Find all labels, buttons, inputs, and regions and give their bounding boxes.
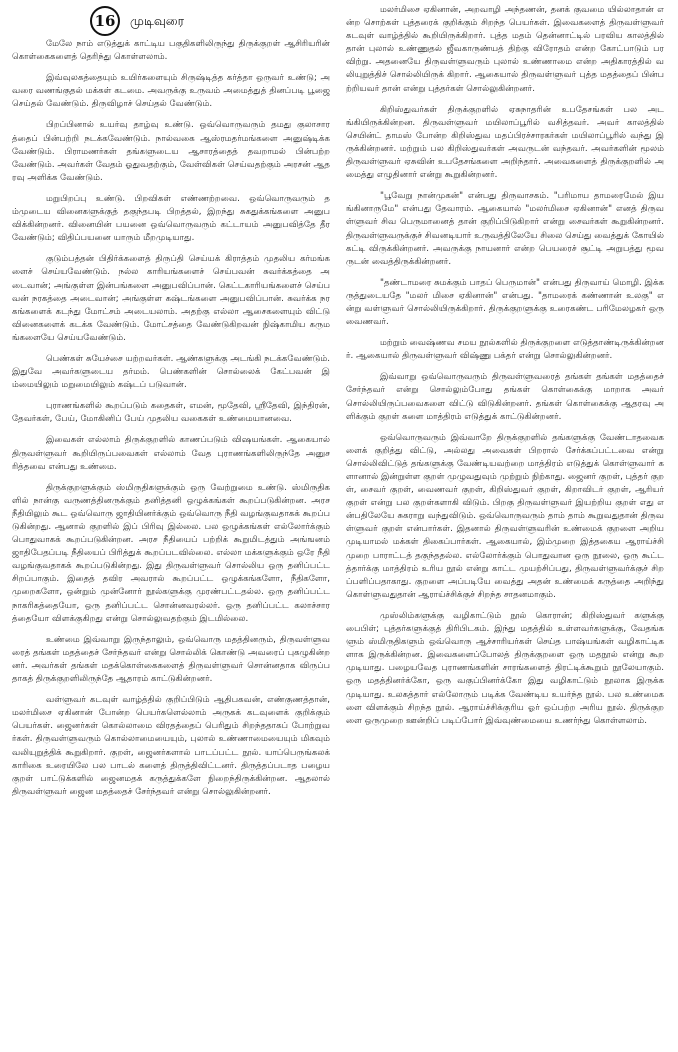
paragraph: கிறிஸ்துவர்கள் திருக்குறளில் ஏசுநாதரின் உபதேசங்கள் பல அடங்கியிருக்கின்றன. திருவள்ளுவர் மயிலாப்பூரில் வசித்தவர். அவர் காலத்தில் செயின்ட் தாமஸ் போன்ற கிறிஸ்துவ மதப்பிரச்சாரகர்கள் மயிலாப்பூரில் வந்து இருக்கின்றனர். மற்றும் பல கிறிஸ்துவர்கள் அவருடன் வந்தவர். அவர்களின் மூலம் திருவள்ளுவர் ஏசுவின் உபதேசங்களை அறிந்தார். அவைகளைத் திருக்குறளில் அமைத்து எழுதினார் என்று கூறுகின்றனர். [346, 104, 664, 181]
paragraph: பெண்கள் சுயேச்சை யற்றவர்கள். ஆண்களுக்கு அடங்கி நடக்கவேண்டும். இதுவே அவர்களுடைய தர்மம். பெண்களின் சொல்லைக் கேட்பவன் இம்மையிலும் மறுமையிலும் கஷ்டப் படுவான். [12, 353, 330, 391]
paragraph: இவைகள் எல்லாம் திருக்குறளில் காணப்படும் விஷயங்கள். ஆகையால் திருவள்ளுவர் கூறியிருப்பவைகள் எல்லாம் வேத புராணங்களிலிருந்தே அனுசரித்தவை என்பது உண்மை. [12, 435, 330, 472]
paragraph: முஸ்லிம்களுக்கு வழிகாட்டும் நூல் கொரான்; கிறிஸ்துவர் களுக்கு பைபிள்; புத்தர்களுக்குத் திரிபிடகம். இந்து மதத்தில் உள்ளவர்களுக்கு, வேதங்களும் ஸ்மிருதிகளும் ஒவ்வொரு ஆச்சாரியர்கள் செய்த பாஷ்யங்கள் வழிகாட்டிகளாக இருக்கின்றன. இவைகளைப்போலத் திருக்குறளை ஒரு மதநூல் என்று கூறமுடியாது. பழையவேத புராணங்களின் சாரங்களைத் திரட்டிக்கூறும் நூலேயாகும். ஒரு மதத்தினர்க்கோ, ஒரு வகுப்பினர்க்கோ இது வழிகாட்டும் நூலாக இருக்க முடியாது. உலகத்தார் எல்லோரும் படிக்க வேண்டிய உயர்ந்த நூல். பல உண்மைகளை விளக்கும் சிறந்த நூல். ஆராய்ச்சிக்குரிய ஓர் ஒப்பற்ற அரிய நூல். திருக்குறளை ஒருமுறை ஊன்றிப் படிப்போர் இவ்வுண்மையை உணர்ந்து கொள்ளலாம். [346, 610, 664, 726]
page-number-badge: 16 [90, 6, 120, 36]
paragraph: மறுபிறப்பு உண்டு. பிறவிகள் எண்ணற்றவை. ஒவ்வொருவரும் தம்முடைய வினைகளுக்குத் தகுந்தபடி பிறத்தல், இறந்து சுகதுக்கங்களை அனுபவிக்கின்றனர். வினையின் பயனை ஒவ்வொருவரும் கட்டாயம் அனுபவித்தே தீரவேண்டும்; விதிப்பயனை யாரும் மீறமுடியாது. [12, 193, 330, 244]
chapter-title: முடிவுரை [130, 12, 185, 28]
chapter-header [90, 6, 184, 36]
paragraph: பிறப்பினால் உயர்வு தாழ்வு உண்டு. ஒவ்வொருவரும் தமது குலாசாரத்தைப் பின்பற்றி நடக்கவேண்டும். நால்வகை ஆஸ்ரமதர்மங்களை அனுஷ்டிக்க வேண்டும். பிராமணர்கள் தங்களுடைய ஆசாரத்தைத் தவறாமல் பின்பற்ற வேண்டும். அவர்கள் வேதம் ஓதுவதற்கும், வேள்விகள் செய்வதற்கும் அரசன் ஆதரவு அளிக்க வேண்டும். [12, 120, 330, 183]
left-column [12, 38, 330, 807]
paragraph: உண்மை இவ்வாறு இருந்தாலும், ஒவ்வொரு மதத்தினரும், திருவள்ளுவரைத் தங்கள் மதத்தைச் சேர்ந்தவர் என்று சொல்லிக் கொண்டு அவரைப் புகழுகின்றனர். அவர்கள் தங்கள் மதக்கொள்கைகளைத் திருவள்ளுவர் சொன்னதாக விருப்பதாகத் திருக்குறளிலிருந்தே ஆதாரம் காட்டுகின்றனர். [12, 634, 330, 685]
right-column [346, 4, 664, 736]
paragraph: புராணங்களில் கூறப்படும் கதைகள், எமன், மூதேவி, ஸ்ரீதேவி, இந்திரன், தேவர்கள், பேய், மோகினிப் பேய் முதலிய வகைகள் உண்மையானவை. [12, 401, 330, 425]
paragraph: "தண்டாமரை சுமக்கும் பாதப் பெருமான்" என்பது திருவாய் மொழி. இக்கருத்துடையதே "மலர் மிசை ஏகினான்" என்பது. "தாமரைக் கண்ணான் உலகு" என்று வள்ளுவர் சொல்லியிருக்கிறார். திருக்குறளுக்கு உரைகண்ட பரிமேலழகர் ஒரு வைணவர். [346, 277, 664, 328]
paragraph: திருக்குறளுக்கும் ஸ்மிருதிகளுக்கும் ஒரு வேற்றுமை உண்டு. ஸ்மிருதிகளில் நான்கு வருணத்தினருக்கும் தனித்தனி ஒழுக்கங்கள் கூறப்படுகின்றன. அரச நீதியிலும் கூட ஒவ்வொரு ஜாதியினர்க்கும் ஒவ்வொரு நீதி வழங்குவதாகக் கூறப்படுகின்றது. ஆனால் குறளில் இப் பிரிவு இல்லை. பல ஒழுக்கங்கள் எல்லோர்க்கும் பொதுவாகக் கூறப்படுகின்றன. அரச நீதியைப் பற்றிக் கூறுமிடத்தும் அங்ஙனம் ஜாதிபேதப்படி நீதியைப் பிரித்துக் கூறப்படவில்லை. எல்லா மக்களுக்கும் ஒரே நீதி வழங்குவதாகக் கூறப்படுகின்றது. இது திருவள்ளுவர் சொல்லிய ஒரு தனிப்பட்ட சிறப்பாகும். இதைத் தவிர அவரால் கூறப்பட்ட ஒழுக்கங்களோ, நீதிகளோ, முறைகளோ, ஒன்றும் முன்னோர் நூல்களுக்கு முரண்பட்டதல்ல. ஒரு தனிப்பட்ட நாகரிகத்தையோ, ஒரு தனிப்பட்ட சொன்னவரல்லர். ஒரு தனிப்பட்ட கலாச்சாரத்தையோ விளக்குகிறது என்று சொல்லுவதற்கும் இடமில்லை. [12, 482, 330, 624]
paragraph: மற்றும் வைஷ்ணவ சமய நூல்களில் திருக்குறளை எடுத்தாண்டிருக்கின்றனர். ஆகையால் திருவள்ளுவர் விஷ்ணு பக்தர் என்று சொல்லுகின்றனர். [346, 338, 664, 362]
paragraph: இவ்வுலகத்தையும் உயிர்களையும் சிருஷ்டித்த கர்த்தா ஒருவர் உண்டு; அவரை வணங்குதல் மக்கள் கடமை. அவருக்கு உருவம் அமைத்துத் தினப்படி பூஜை செய்தல் வேண்டும். திருவிழாச் செய்தல் வேண்டும். [12, 73, 330, 110]
paragraph: மேலே நாம் எடுத்துக் காட்டிய பகுதிகளிலிருந்து திருக்குறள் ஆசிரியரின் கொள்கைகளைத் தெரிந்து கொள்ளலாம். [12, 39, 330, 63]
paragraph: "பூவேறு நான்முகன்" என்பது திருவாசகம். "பரிமாய தாமரைமேல் இயங்கினாருமே" என்பது தேவாரம். ஆகையால் "மலர்மிசை ஏகினான்" எனத் திருவள்ளுவர் சிவ பெருமானைத் தான் குறிப்பிடுகிறார் என்று சைவர்கள் கூறுகின்றனர். திருவள்ளுவருக்குச் சிவனடியார் உருவத்திலேயே சிலை செய்து வைத்துக் கோயில் கட்டி விருக்கின்றனர். அவருக்கு நாயனார் என்ற பெயரைச் சூட்டி அறுபத்து மூவருடன் வைத்திருக்கின்றனர். [346, 191, 664, 267]
paragraph: வள்ளுவர் கடவுள் வாழ்த்தில் குறிப்பிடும் ஆதிபகவன், எண்குணத்தான், மலர்மிசை ஏகினான் போன்ற பெயர்களெல்லாம் அருகக் கடவுளைக் குறிக்கும் பெயர்கள். ஜைனர்கள் கொல்லாமை விரதத்தைப் பெரிதும் சிறந்ததாகப் போற்றுவர்கள். திருவள்ளுவரும் கொல்லாமையையும், புலால் உண்ணாமையையும் மிகவும் வலியுறுத்திக் கூறுகிறார். குறள், ஜைனர்களால் பாடப்பட்ட நூல். யாப்பெருங்கலக் காரிகை உரையிலே பல பாடல் களைத் திருத்திவிட்டனர். திருத்தப்படாத பழைய குறள் பாட்டுக்களில் ஜைனமதக் கருத்துக்களே நிறைந்திருக்கின்றன. ஆதலால் திருவள்ளுவர் ஜைன மதத்தைச் சேர்ந்தவர் என்று சொல்லுகின்றனர். [12, 695, 330, 797]
paragraph: ஒவ்வொருவரும் இவ்வாறே திருக்குறளில் தங்களுக்கு வேண்டாதவைகளைக் குறித்து விட்டு, அல்லது அவைகள் பிறரால் சேர்க்கப்பட்டவை என்று சொல்லிவிட்டுத் தங்களுக்கு வேண்டியவற்றை மாத்திரம் எடுத்துக் கொள்ளுவார் களானால் இன்றுள்ள குறள் முழுவதுவும் முற்றும் நிற்காது. ஜைனர் குறள், புத்தர் குறள், சைவர் குறள், வைணவர் குறள், கிறிஸ்துவர் குறள், கிறாவிடர் குறள், ஆரியர் குறள் என்று பல குறள்களாகி விடும். பிறகு திருவள்ளுவர் இயற்றிய குறள் எது என்பதிலேயே சுகராறு வந்துவிடும். ஒவ்வொருவரும் தாம் தாம் கூறுவதுதான் திருவள்ளுவர் குறள் என்பார்கள். இதனால் திருவள்ளுவரின் உண்மைக் குறளை அறிய முடியாமல் மக்கள் திகைப்பார்கள். ஆகையால், இம்முறை இத்தகைய ஆராய்ச்சி முறை பாராட்டத் தகுந்ததல்ல. எல்லோர்க்கும் பொதுவான ஒரு நூலை, ஒரு கூட்டத்தார்க்கு மாத்திரம் உரிய நூல் என்று காட்ட முயற்சிப்பது, திருவள்ளுவர்க்குச் சிறப்பளிப்பதாகாது. குறளை அப்படியே வைத்து அதன் உண்மைக் கருத்தை அறிந்து கொள்ளுவதுதான் ஆராய்ச்சிக்குச் சிறந்த சாதனமாகும். [346, 432, 664, 600]
paragraph: இவ்வாறு ஒவ்வொருவரும் திருவள்ளுவரைத் தங்கள் தங்கள் மதத்தைச் சேர்ந்தவர் என்று சொல்லும்போது தங்கள் கொள்கைக்கு மாறாக அவர் சொல்லியிருப்பவைகளை விட்டு விடுகின்றனர். தங்கள் கொள்கைக்கு ஆதரவு அளிக்கும் குறள் களை மாத்திரம் எடுத்துக் காட்டுகின்றனர். [346, 372, 664, 422]
paragraph: மலர்மிசை ஏகினான், அறவாழி அந்தணன், தனக் குவமை யில்லாதான் என்ற சொற்கள் புத்தரைக் குறிக்கும் சிறந்த பெயர்கள். இவைகளைத் திருவள்ளுவர் கடவுள் வாழ்த்தில் கூறியிருக்கிறார். புத்த மதம் தென்னாட்டில் பரவிய காலத்தில் தான் புலால் உண்ணுதல் ஜீவகாருண்யத் திற்கு விரோதம் என்ற கோட்பாடும் பரவிற்று. அதனையே திருவள்ளுவரும் புலால் உண்ணாமை என்ற அதிகாரத்தில் வலியுறுத்திச் சொல்லியிருக் கிறார். ஆகையால் திருவள்ளுவர் புத்த மதத்தைப் பின்பற்றியவர் தான் என்று புத்தர்கள் சொல்லுகின்றனர். [346, 5, 664, 94]
paragraph: குடும்பத்தன் பிதிர்க்களைத் திருப்தி செய்யக் கிராத்தம் முதலிய கர்மங்களைச் செய்யவேண்டும். நல்ல காரியங்களைச் செய்பவன் சுவர்க்கத்தை அடைவான்; அங்குள்ள இன்பங்களை அனுபவிப்பான். கெட்டகாரியங்களைச் செய்பவன் நரகத்தை அடைவான்; அங்குள்ள கஷ்டங்களை அனுபவிப்பான். சுவர்க்க நரகங்களைக் கடந்து மோட்சம் அடையலாம். அதற்கு எல்லா ஆசைகளையும் விட்டு வினைகளைக் கடக்க வேண்டும். மோட்சத்தை வேண்டுகிறவன் நிஷ்காமிய கருமங்களையே செய்யவேண்டும். [12, 254, 330, 343]
